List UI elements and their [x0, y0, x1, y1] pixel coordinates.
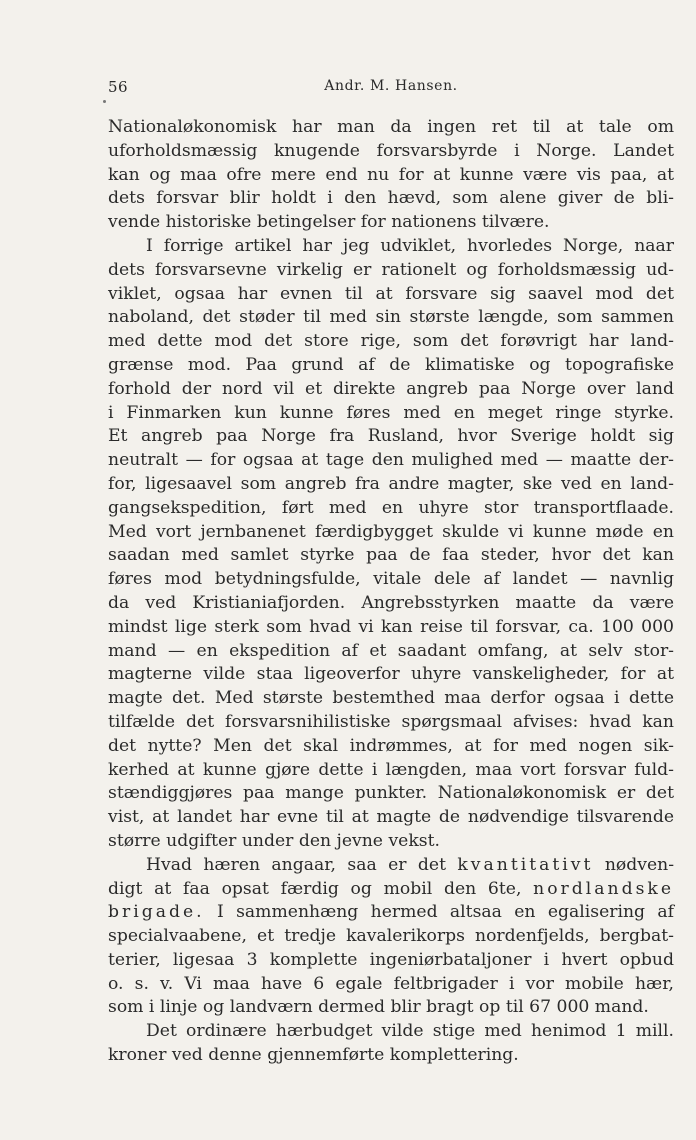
- text-line: tilfælde det forsvarsnihilistiske spørgsmaal afvises: hvad kan: [108, 711, 674, 732]
- text-line: det nytte? Men det skal indrømmes, at for med nogen sik-: [108, 735, 674, 756]
- text-line: Et angreb paa Norge fra Rusland, hvor Sverige holdt sig: [108, 426, 674, 447]
- text-line: Det ordinære hærbudget vilde stige med henimod 1 mill.: [146, 1021, 674, 1042]
- text-line: I forrige artikel har jeg udviklet, hvorledes Norge, naar: [146, 235, 674, 256]
- text-line: grænse mod. Paa grund af de klimatiske og topografiske: [108, 354, 674, 375]
- paragraph-3: [108, 854, 674, 1021]
- text-line: neutralt — for ogsaa at tage den mulighed med — maatte der-: [108, 450, 674, 471]
- text-line: viklet, ogsaa har evnen til at forsvare sig saavel mod det: [108, 283, 674, 304]
- page-header: [108, 78, 674, 98]
- emphasis-kvantitativt: kvantitativt: [457, 854, 594, 875]
- text-line: vende historiske betingelser for nationens tilvære.: [108, 212, 550, 233]
- emphasis-brigade: brigade.: [108, 902, 205, 923]
- text-line: dets forsvar blir holdt i den hævd, som alene giver de bli-: [108, 188, 674, 209]
- line-segment: digt at faa opsat færdig og mobil den 6te,: [108, 878, 522, 899]
- text-line: [108, 878, 674, 902]
- text-line: mand — en ekspedition af et saadant omfang, at selv stor-: [108, 640, 674, 661]
- text-line: forhold der nord vil et direkte angreb paa Norge over land: [108, 378, 674, 399]
- text-line: mindst lige sterk som hvad vi kan reise til forsvar, ca. 100 000: [108, 616, 674, 637]
- text-line: magterne vilde staa ligeoverfor uhyre vanskeligheder, for at: [108, 664, 674, 685]
- text-line: kan og maa ofre mere end nu for at kunne være vis paa, at: [108, 164, 674, 185]
- running-head: Andr. M. Hansen.: [324, 78, 458, 94]
- text-line: naboland, det støder til med sin største længde, som sammen: [108, 307, 674, 328]
- text-line: føres mod betydningsfulde, vitale dele af landet — navnlig: [108, 569, 674, 590]
- text-line: da ved Kristianiafjorden. Angrebsstyrken maatte da være: [108, 592, 674, 613]
- text-line: Nationaløkonomisk har man da ingen ret til at tale om: [108, 117, 674, 137]
- line-segment: I sammenhæng hermed altsaa en egalisering af: [216, 902, 674, 923]
- text-line: stændiggjøres paa mange punkter. Nationaløkonomisk er det: [108, 783, 674, 804]
- text-line: [108, 901, 674, 925]
- body-text: [108, 116, 674, 1068]
- paragraph-2: [108, 235, 674, 854]
- text-line: for, ligesaavel som angreb fra andre magter, ske ved en land-: [108, 473, 674, 494]
- text-line: med dette mod det store rige, som det forøvrigt har land-: [108, 331, 674, 352]
- text-line: Med vort jernbanenet færdigbygget skulde vi kunne møde en: [108, 521, 674, 542]
- emphasis-nordlandske: nordlandske: [533, 878, 674, 899]
- text-line: kerhed at kunne gjøre dette i længden, maa vort forsvar fuld-: [108, 759, 674, 780]
- page-number: 56: [108, 78, 129, 96]
- text-line: dets forsvarsevne virkelig er rationelt og forholdsmæssig ud-: [108, 259, 674, 280]
- print-speck: [103, 100, 106, 103]
- text-line: [108, 854, 674, 878]
- line-segment: nødven-: [604, 854, 675, 875]
- text-line: kroner ved denne gjennemførte komplettering.: [108, 1045, 519, 1066]
- text-line: o. s. v. Vi maa have 6 egale feltbrigader i vor mobile hær,: [108, 973, 674, 994]
- text-line: specialvaabene, et tredje kavalerikorps nordenfjelds, bergbat-: [108, 926, 674, 947]
- paragraph-1: [108, 116, 674, 235]
- text-line: vist, at landet har evne til at magte de nødvendige tilsvarende: [108, 807, 674, 828]
- text-line: terier, ligesaa 3 komplette ingeniørbataljoner i hvert opbud: [108, 949, 674, 970]
- text-line: større udgifter under den jevne vekst.: [108, 830, 440, 851]
- paragraph-4: [108, 1020, 674, 1068]
- line-segment: Hvad hæren angaar, saa er det: [146, 854, 446, 875]
- text-line: magte det. Med største bestemthed maa derfor ogsaa i dette: [108, 688, 674, 709]
- text-line: saadan med samlet styrke paa de faa steder, hvor det kan: [108, 545, 674, 566]
- text-line: gangsekspedition, ført med en uhyre stor transportflaade.: [108, 497, 674, 518]
- text-line: uforholdsmæssig knugende forsvarsbyrde i Norge. Landet: [108, 140, 674, 161]
- text-line: som i linje og landværn dermed blir bragt op til 67 000 mand.: [108, 997, 649, 1018]
- text-line: i Finmarken kun kunne føres med en meget ringe styrke.: [108, 402, 674, 423]
